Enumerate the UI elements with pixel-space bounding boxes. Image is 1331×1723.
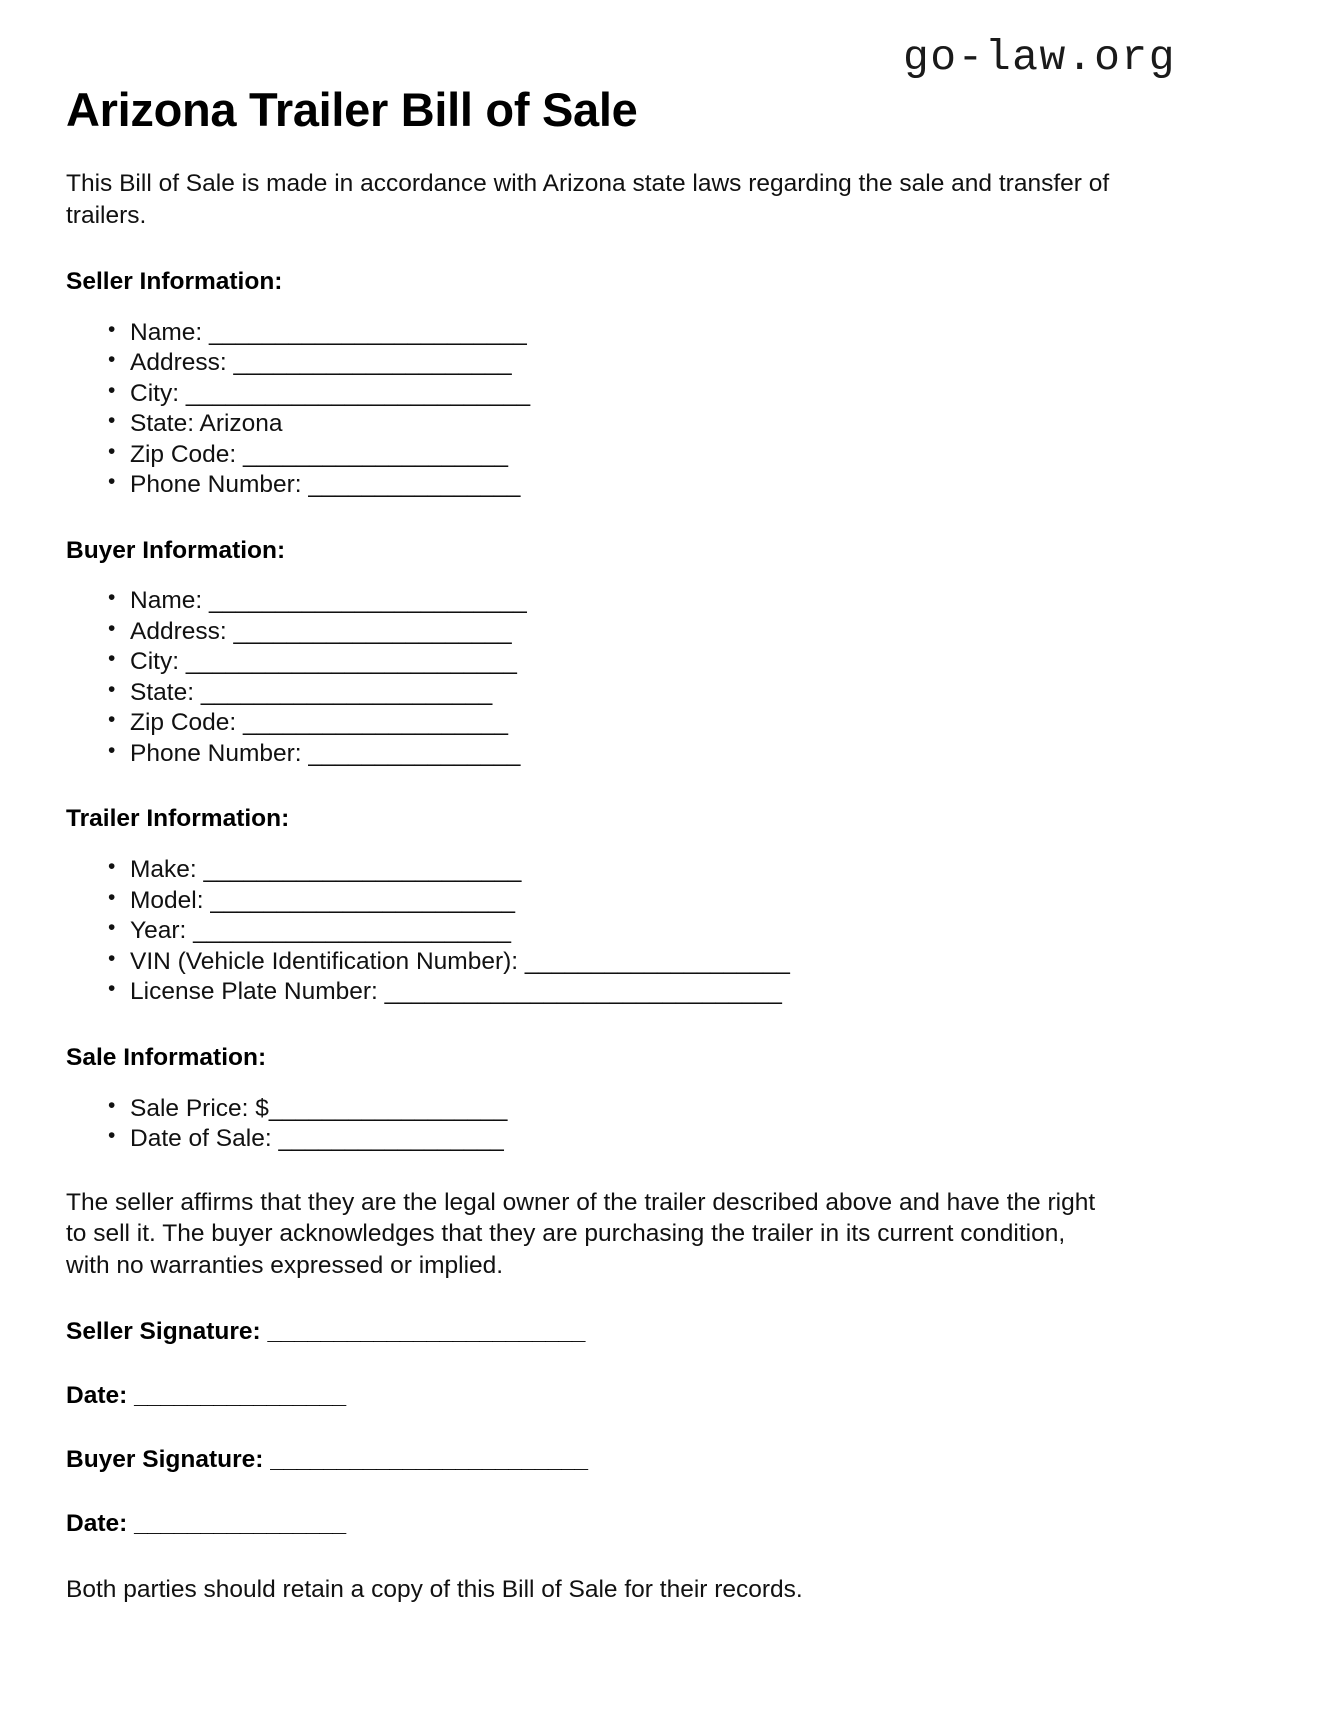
list-item	[108, 409, 1111, 440]
field-blank[interactable]: ______________________________	[384, 978, 782, 1006]
field-label: License Plate Number:	[130, 978, 378, 1006]
field-label: Name:	[130, 587, 203, 615]
field-label: Make:	[130, 856, 197, 884]
field-blank[interactable]: ________________	[308, 471, 521, 499]
field-blank[interactable]: _____________________	[233, 349, 512, 377]
field-label: Zip Code:	[130, 440, 237, 468]
list-item	[108, 977, 1111, 1008]
seller-field-list	[66, 318, 1111, 501]
field-blank[interactable]: __________________	[268, 1094, 507, 1122]
list-item	[108, 379, 1111, 410]
signature-label: Seller Signature:	[66, 1318, 261, 1346]
seller-date-line	[66, 1382, 1111, 1410]
field-label: Model:	[130, 886, 204, 914]
field-label: Phone Number:	[130, 471, 302, 499]
section-heading-trailer: Trailer Information:	[66, 805, 290, 833]
field-blank[interactable]: _______________________	[210, 886, 515, 914]
signature-blank[interactable]: ________________________	[270, 1446, 588, 1474]
list-item	[108, 886, 1111, 917]
list-item	[108, 1124, 1111, 1155]
field-blank[interactable]: ________________________	[193, 917, 511, 945]
field-label: City:	[130, 648, 179, 676]
list-item	[108, 617, 1111, 648]
sale-field-list	[66, 1094, 1111, 1155]
seller-signature-line	[66, 1318, 1111, 1346]
field-blank[interactable]: ________________	[308, 739, 521, 767]
field-label: State:	[130, 678, 195, 706]
list-item	[108, 586, 1111, 617]
field-label: VIN (Vehicle Identification Number):	[130, 947, 519, 975]
field-label: Address:	[130, 617, 227, 645]
section-heading-buyer: Buyer Information:	[66, 536, 286, 564]
list-item	[108, 916, 1111, 947]
field-label: State:	[130, 410, 195, 438]
field-blank[interactable]: _____________________	[233, 617, 512, 645]
list-item	[108, 1094, 1111, 1125]
intro-paragraph: This Bill of Sale is made in accordance with Arizona state laws regarding the sale and transfer of trailers.	[66, 170, 1110, 229]
field-blank[interactable]: _________________________	[185, 648, 517, 676]
field-label: Year:	[130, 917, 187, 945]
list-item	[108, 440, 1111, 471]
field-blank[interactable]: ____________________	[524, 947, 790, 975]
field-label: Date of Sale:	[130, 1125, 272, 1153]
field-label: Name:	[130, 318, 203, 346]
document-body	[66, 168, 1111, 1606]
signature-label: Buyer Signature:	[66, 1446, 264, 1474]
field-blank[interactable]: ________________________	[208, 318, 527, 346]
field-label: Address:	[130, 349, 227, 377]
buyer-signature-line	[66, 1446, 1111, 1474]
field-label: Sale Price: $	[130, 1094, 269, 1122]
signature-blank[interactable]: ________________	[134, 1510, 346, 1538]
list-item	[108, 708, 1111, 739]
list-item	[108, 470, 1111, 501]
field-label: Zip Code:	[130, 709, 237, 737]
buyer-field-list	[66, 586, 1111, 769]
signature-label: Date:	[66, 1510, 128, 1538]
field-blank[interactable]: ____________________	[243, 709, 508, 737]
field-blank[interactable]: ________________________	[208, 587, 527, 615]
signature-blank[interactable]: ________________________	[267, 1318, 585, 1346]
field-blank[interactable]: ____________________	[243, 440, 508, 468]
section-heading-seller: Seller Information:	[66, 267, 283, 295]
field-blank[interactable]: ______________________	[200, 678, 492, 706]
section-heading-sale: Sale Information:	[66, 1043, 267, 1071]
list-item	[108, 855, 1111, 886]
closing-paragraph: Both parties should retain a copy of this Bill of Sale for their records.	[66, 1576, 803, 1604]
list-item	[108, 947, 1111, 978]
list-item	[108, 647, 1111, 678]
field-blank[interactable]: _________________	[278, 1125, 504, 1153]
site-logo: go-law.org	[902, 33, 1176, 82]
trailer-field-list	[66, 855, 1111, 1008]
affirmation-paragraph: The seller affirms that they are the legal owner of the trailer described above and have the right to sell it. The buyer acknowledges that they are purchasing the trailer in its current condition, with no warranties expressed or implied.	[66, 1188, 1096, 1280]
buyer-date-line	[66, 1510, 1111, 1538]
list-item	[108, 318, 1111, 349]
signature-label: Date:	[66, 1382, 128, 1410]
signature-blank[interactable]: ________________	[134, 1382, 346, 1410]
field-label: City:	[130, 379, 179, 407]
field-label: Phone Number:	[130, 739, 302, 767]
page-title: Arizona Trailer Bill of Sale	[66, 83, 638, 136]
list-item	[108, 348, 1111, 379]
field-blank[interactable]: __________________________	[185, 379, 530, 407]
list-item	[108, 739, 1111, 770]
field-blank[interactable]: ________________________	[203, 856, 521, 884]
list-item	[108, 678, 1111, 709]
field-value: Arizona	[199, 410, 283, 438]
